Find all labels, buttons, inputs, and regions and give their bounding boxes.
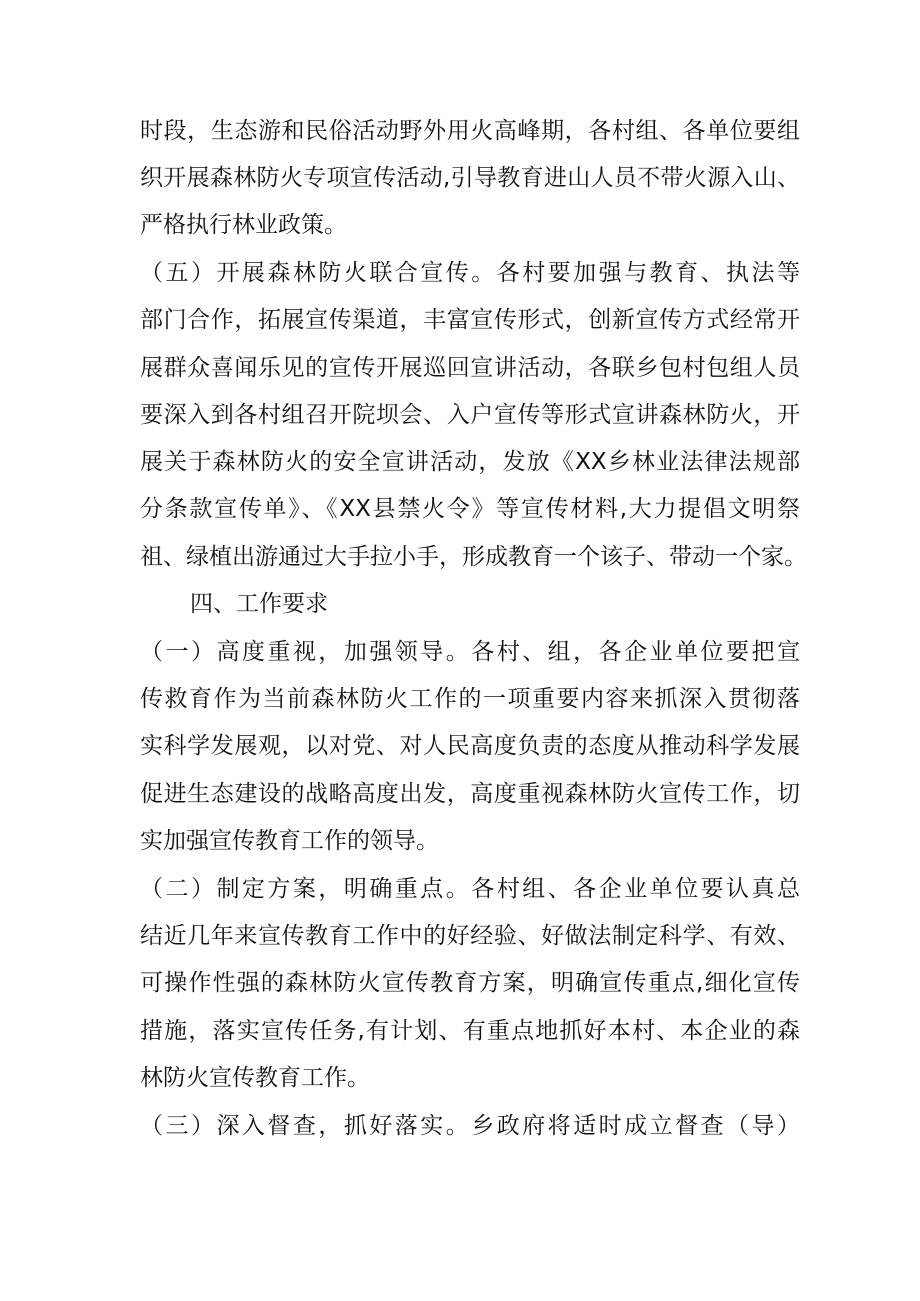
text-line-10: 祖、绿植出游通过大手拉小手，形成教育一个该子、带动一个家。 xyxy=(140,544,807,570)
section-heading: 四、工作要求 xyxy=(190,591,328,617)
text-line-2: 织开展森林防火专项宣传活动,引导教育进山人员不带火源入山、 xyxy=(140,165,800,191)
text-line-8: 展关于森林防火的安全宣讲活动，发放《XX乡林业法律法规部 xyxy=(140,449,800,475)
text-line-7: 要深入到各村组召开院坝会、入户宣传等形式宣讲森林防火，开 xyxy=(140,402,800,428)
text-line-6: 展群众喜闻乐见的宣传开展巡回宣讲活动，各联乡包村包组人员 xyxy=(140,355,800,381)
text-line-14: 实科学发展观，以对党、对人民高度负责的态度从推动科学发展 xyxy=(140,733,800,759)
text-line-17: （二）制定方案，明确重点。各村组、各企业单位要认真总 xyxy=(140,876,800,902)
text-line-21: 林防火宣传教育工作。 xyxy=(140,1065,370,1091)
text-line-22: （三）深入督查，抓好落实。乡政府将适时成立督查（导） xyxy=(140,1113,800,1139)
text-line-5: 部门合作，拓展宣传渠道，丰富宣传形式，创新宣传方式经常开 xyxy=(140,307,800,333)
text-line-9: 分条款宣传单》、《XX县禁火令》等宣传材料,大力提倡文明祭 xyxy=(140,496,800,522)
text-line-20: 措施，落实宣传任务,有计划、有重点地抓好本村、本企业的森 xyxy=(140,1018,800,1044)
text-line-16: 实加强宣传教育工作的领导。 xyxy=(140,828,439,854)
text-line-19: 可操作性强的森林防火宣传教育方案，明确宣传重点,细化宣传 xyxy=(140,970,800,996)
text-line-15: 促进生态建设的战略高度出发，高度重视森林防火宣传工作，切 xyxy=(140,781,800,807)
text-line-4: （五）开展森林防火联合宣传。各村要加强与教育、执法等 xyxy=(140,260,800,286)
text-line-18: 结近几年来宣传教育工作中的好经验、好做法制定科学、有效、 xyxy=(140,923,800,949)
text-line-3: 严格执行林业政策。 xyxy=(140,212,347,238)
text-line-1: 时段，生态游和民俗活动野外用火高峰期，各村组、各单位要组 xyxy=(140,118,800,144)
text-line-13: 传救育作为当前森林防火工作的一项重要内容来抓深入贯彻落 xyxy=(140,686,800,712)
text-line-12: （一）高度重视，加强领导。各村、组，各企业单位要把宣 xyxy=(140,639,800,665)
